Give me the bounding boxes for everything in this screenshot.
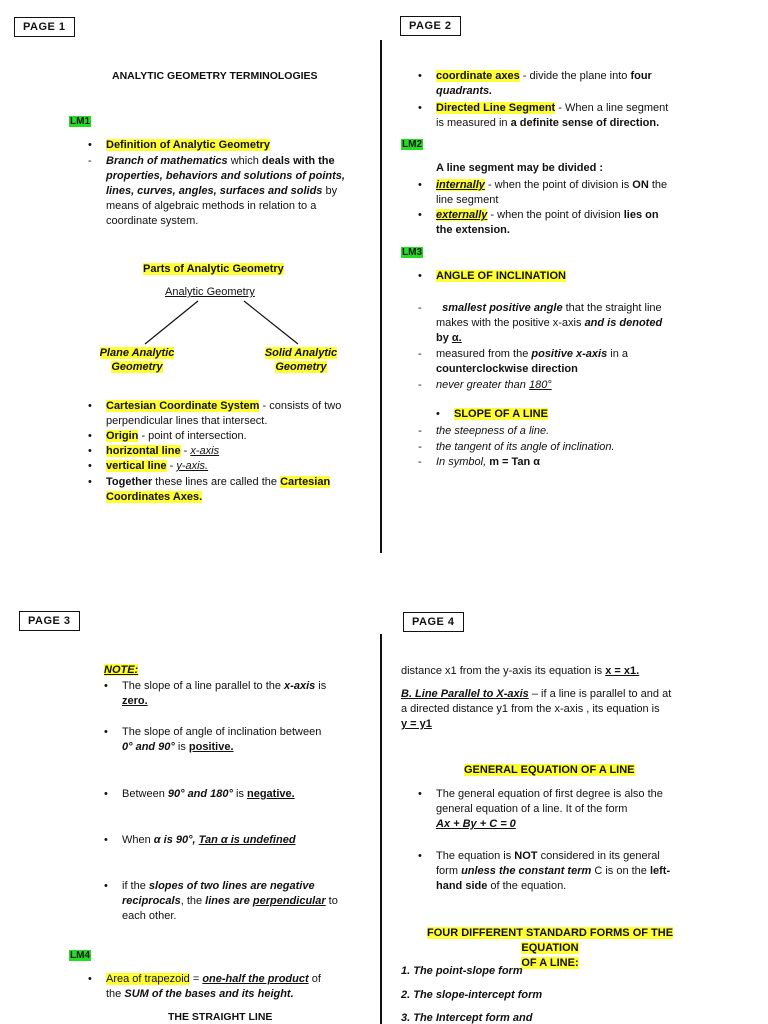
column-divider-top: [380, 40, 382, 553]
page1-title: ANALYTIC GEOMETRY TERMINOLOGIES: [112, 70, 318, 82]
slope-def-3: - In symbol, m = Tan α: [418, 456, 541, 468]
lm1-badge: LM1: [70, 116, 90, 127]
angle-heading-item: • ANGLE OF INCLINATION: [418, 270, 566, 282]
def-heading: Definition of Analytic Geometry: [106, 139, 271, 151]
hline-item: • horizontal line - x-axis: [88, 445, 220, 457]
page-4-label: PAGE 4: [403, 612, 464, 632]
page-3-label: PAGE 3: [19, 611, 80, 631]
form-2: 2. The slope-intercept form: [401, 989, 543, 1001]
distance-line: distance x1 from the y-axis its equation is x = x1.: [401, 665, 640, 677]
angle-def-2: - measured from the positive x-axis in a counterclockwise direction: [418, 348, 628, 375]
slope-heading-item: • SLOPE OF A LINE: [436, 408, 548, 420]
internally-item: • internally - when the point of division is ON the line segment: [418, 179, 668, 206]
tree-branches: [140, 298, 310, 350]
trapezoid-item: • Area of trapezoid = one-half the product of the SUM of the bases and its height.: [88, 973, 321, 1000]
lm3-badge: LM3: [402, 247, 422, 258]
straight-line-heading: THE STRAIGHT LINE: [168, 1011, 273, 1023]
general-equation-heading: GENERAL EQUATION OF A LINE: [464, 764, 635, 776]
vline-item: • vertical line - y-axis.: [88, 460, 209, 472]
page-1-label: PAGE 1: [14, 17, 75, 37]
tree-left: Plane Analytic Geometry: [99, 347, 175, 373]
note-item-2: • The slope of angle of inclination between 0° and 90° is positive.: [104, 726, 322, 753]
angle-def-1: - smallest positive angle that the straight line makes with the positive x-axis and is denoted by α.: [418, 302, 663, 344]
lm2-badge: LM2: [402, 139, 422, 150]
together-item: • Together these lines are called the Cartesian Coordinates Axes.: [88, 476, 331, 503]
slope-def-1: - the steepness of a line.: [418, 425, 550, 437]
angle-heading: ANGLE OF INCLINATION: [436, 270, 566, 282]
directed-segment-item: • Directed Line Segment - When a line segment is measured in a definite sense of direction.: [418, 102, 669, 129]
note-item-3: • Between 90° and 180° is negative.: [104, 788, 295, 800]
divided-heading: A line segment may be divided :: [436, 162, 604, 174]
general-item-1: • The general equation of first degree is also the general equation of a line. It of the form Ax + By + C = 0: [418, 788, 663, 830]
note-heading: NOTE:: [104, 664, 139, 676]
form-3: 3. The Intercept form and: [401, 1012, 533, 1024]
general-item-2: • The equation is NOT considered in its general form unless the constant term C is on the left- hand side of the equation.: [418, 850, 671, 892]
def-heading-item: • Definition of Analytic Geometry: [88, 139, 271, 151]
def-body: - Branch of mathematics which deals with the properties, behaviors and solutions of points, lines, curves, angles, surfaces and solids by means of algebraic methods in relation to a coordinate system.: [88, 155, 345, 227]
form-1: 1. The point-slope form: [401, 965, 523, 977]
note-item-1: • The slope of a line parallel to the x-axis is zero.: [104, 680, 327, 707]
origin-item: • Origin - point of intersection.: [88, 430, 247, 442]
note-item-4: • When α is 90°, Tan α is undefined: [104, 834, 296, 846]
column-divider-bottom: [380, 634, 382, 1024]
four-forms-heading: FOUR DIFFERENT STANDARD FORMS OF THE EQUATION OF A LINE:: [426, 927, 674, 969]
angle-def-3: - never greater than 180°: [418, 379, 552, 391]
slope-heading: SLOPE OF A LINE: [454, 408, 548, 420]
externally-item: • externally - when the point of division lies on the extension.: [418, 209, 659, 236]
note-item-5: • if the slopes of two lines are negative reciprocals, the lines are perpendicular to each other.: [104, 880, 338, 922]
lm4-badge: LM4: [70, 950, 90, 961]
cartesian-item: • Cartesian Coordinate System - consists of two perpendicular lines that intersect.: [88, 400, 342, 427]
parallel-x-axis: B. Line Parallel to X-axis – if a line is parallel to and at a directed distance y1 from the x-axis , its equation is y = y1: [401, 688, 672, 730]
coord-axes-item: • coordinate axes - divide the plane into four quadrants.: [418, 70, 652, 97]
parts-heading: Parts of Analytic Geometry: [143, 263, 284, 275]
tree-root: Analytic Geometry: [165, 286, 255, 298]
slope-def-2: - the tangent of its angle of inclination.: [418, 441, 615, 453]
tree-right: Solid Analytic Geometry: [264, 347, 338, 373]
page-2-label: PAGE 2: [400, 16, 461, 36]
